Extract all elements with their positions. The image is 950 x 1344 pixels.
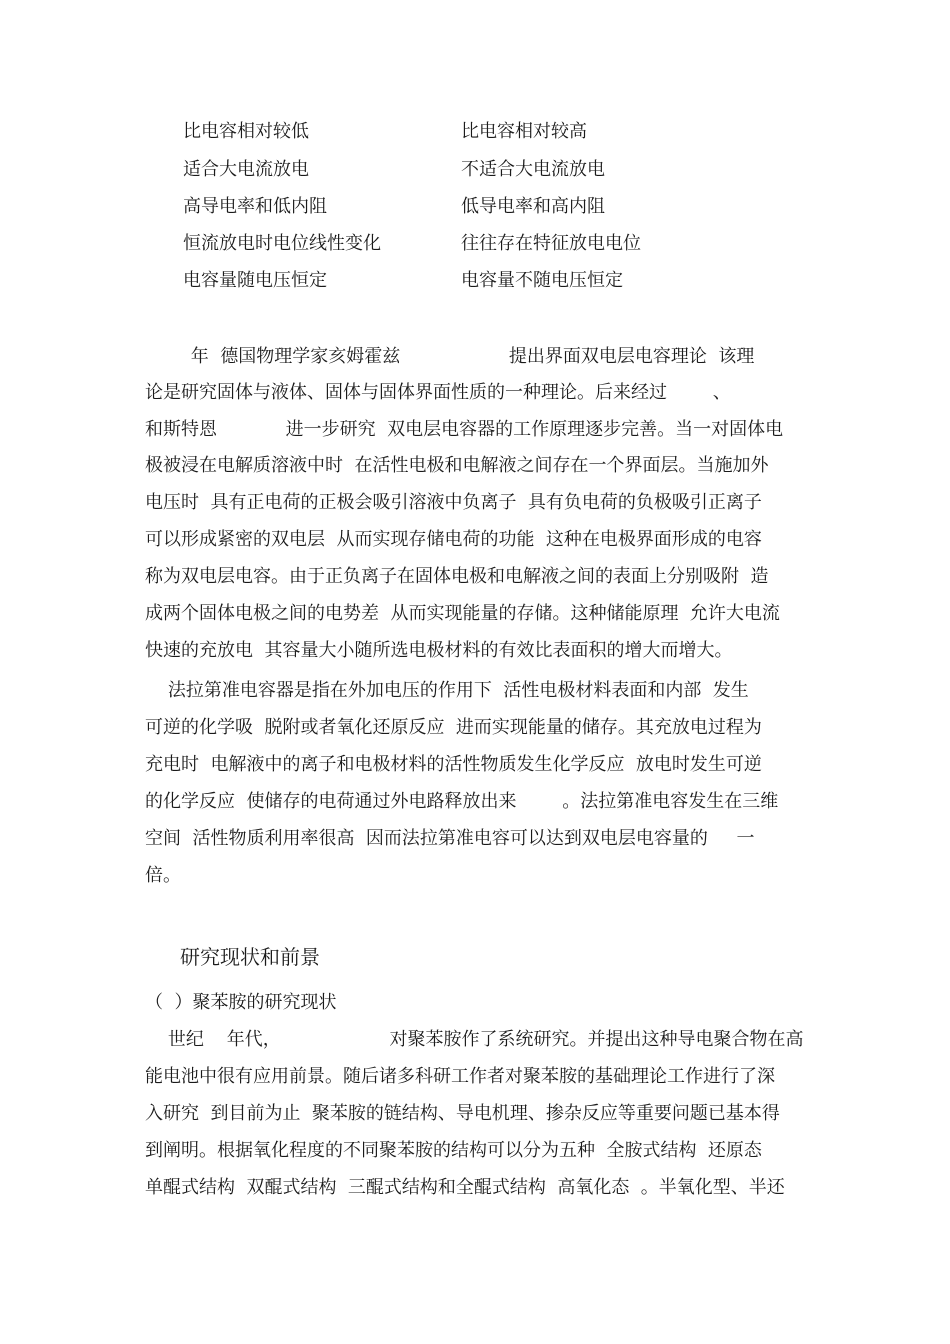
paragraph-line: 的化学反应 使储存的电荷通过外电路释放出来 。法拉第准电容发生在三维 [145, 791, 779, 812]
comparison-row [183, 192, 783, 222]
comparison-right: 比电容相对较高 [461, 121, 587, 142]
paragraph-line: 世纪 年代， 对聚苯胺作了系统研究。并提出这种导电聚合物在高 [145, 1029, 804, 1050]
comparison-right: 往往存在特征放电电位 [461, 233, 641, 254]
paragraph-line: 论是研究固体与液体、固体与固体界面性质的一种理论。后来经过 、 [145, 382, 731, 403]
paragraph-line: 单醌式结构 双醌式结构 三醌式结构和全醌式结构 高氧化态 。半氧化型、半还 [145, 1177, 785, 1198]
comparison-left: 高导电率和低内阻 [183, 196, 327, 217]
section-heading: 研究现状和前景 [180, 945, 320, 969]
comparison-right: 不适合大电流放电 [461, 159, 605, 180]
paragraph-line: 充电时 电解液中的离子和电极材料的活性物质发生化学反应 放电时发生可逆 [145, 754, 762, 775]
comparison-left: 比电容相对较低 [183, 121, 309, 142]
comparison-row [183, 266, 783, 296]
paragraph-line: 快速的充放电 其容量大小随所选电极材料的有效比表面积的增大而增大。 [145, 640, 733, 661]
comparison-left: 适合大电流放电 [183, 159, 309, 180]
subsection-heading: （ ）聚苯胺的研究现状 [145, 992, 337, 1013]
paragraph-line: 法拉第准电容器是指在外加电压的作用下 活性电极材料表面和内部 发生 [145, 680, 749, 701]
paragraph-line: 可逆的化学吸 脱附或者氧化还原反应 进而实现能量的储存。其充放电过程为 [145, 717, 762, 738]
paragraph-line: 极被浸在电解质溶液中时 在活性电极和电解液之间存在一个界面层。当施加外 [145, 455, 769, 476]
comparison-right: 电容量不随电压恒定 [461, 270, 623, 291]
comparison-row [183, 229, 783, 259]
paragraph-line: 可以形成紧密的双电层 从而实现存储电荷的功能 这种在电极界面形成的电容 [145, 529, 762, 550]
paragraph-line: 成两个固体电极之间的电势差 从而实现能量的存储。这种储能原理 允许大电流 [145, 603, 780, 624]
paragraph-line: 年 德国物理学家亥姆霍兹 提出界面双电层电容理论 该理 [145, 346, 755, 367]
comparison-row [183, 155, 783, 185]
paragraph-line: 倍。 [145, 865, 181, 886]
comparison-right: 低导电率和高内阻 [461, 196, 605, 217]
paragraph-line: 入研究 到目前为止 聚苯胺的链结构、导电机理、掺杂反应等重要问题已基本得 [145, 1103, 780, 1124]
comparison-row [183, 117, 783, 147]
paragraph-line: 空间 活性物质利用率很高 因而法拉第准电容可以达到双电层电容量的 一 [145, 828, 755, 849]
paragraph-line: 称为双电层电容。由于正负离子在固体电极和电解液之间的表面上分别吸附 造 [145, 566, 769, 587]
paragraph-line: 电压时 具有正电荷的正极会吸引溶液中负离子 具有负电荷的负极吸引正离子 [145, 492, 762, 513]
comparison-left: 电容量随电压恒定 [183, 270, 327, 291]
paragraph-line: 能电池中很有应用前景。随后诸多科研工作者对聚苯胺的基础理论工作进行了深 [145, 1066, 775, 1087]
paragraph-line: 和斯特恩 进一步研究 双电层电容器的工作原理逐步完善。当一对固体电 [145, 419, 784, 440]
paragraph-line: 到阐明。根据氧化程度的不同聚苯胺的结构可以分为五种 全胺式结构 还原态 [145, 1140, 762, 1161]
comparison-left: 恒流放电时电位线性变化 [183, 233, 381, 254]
